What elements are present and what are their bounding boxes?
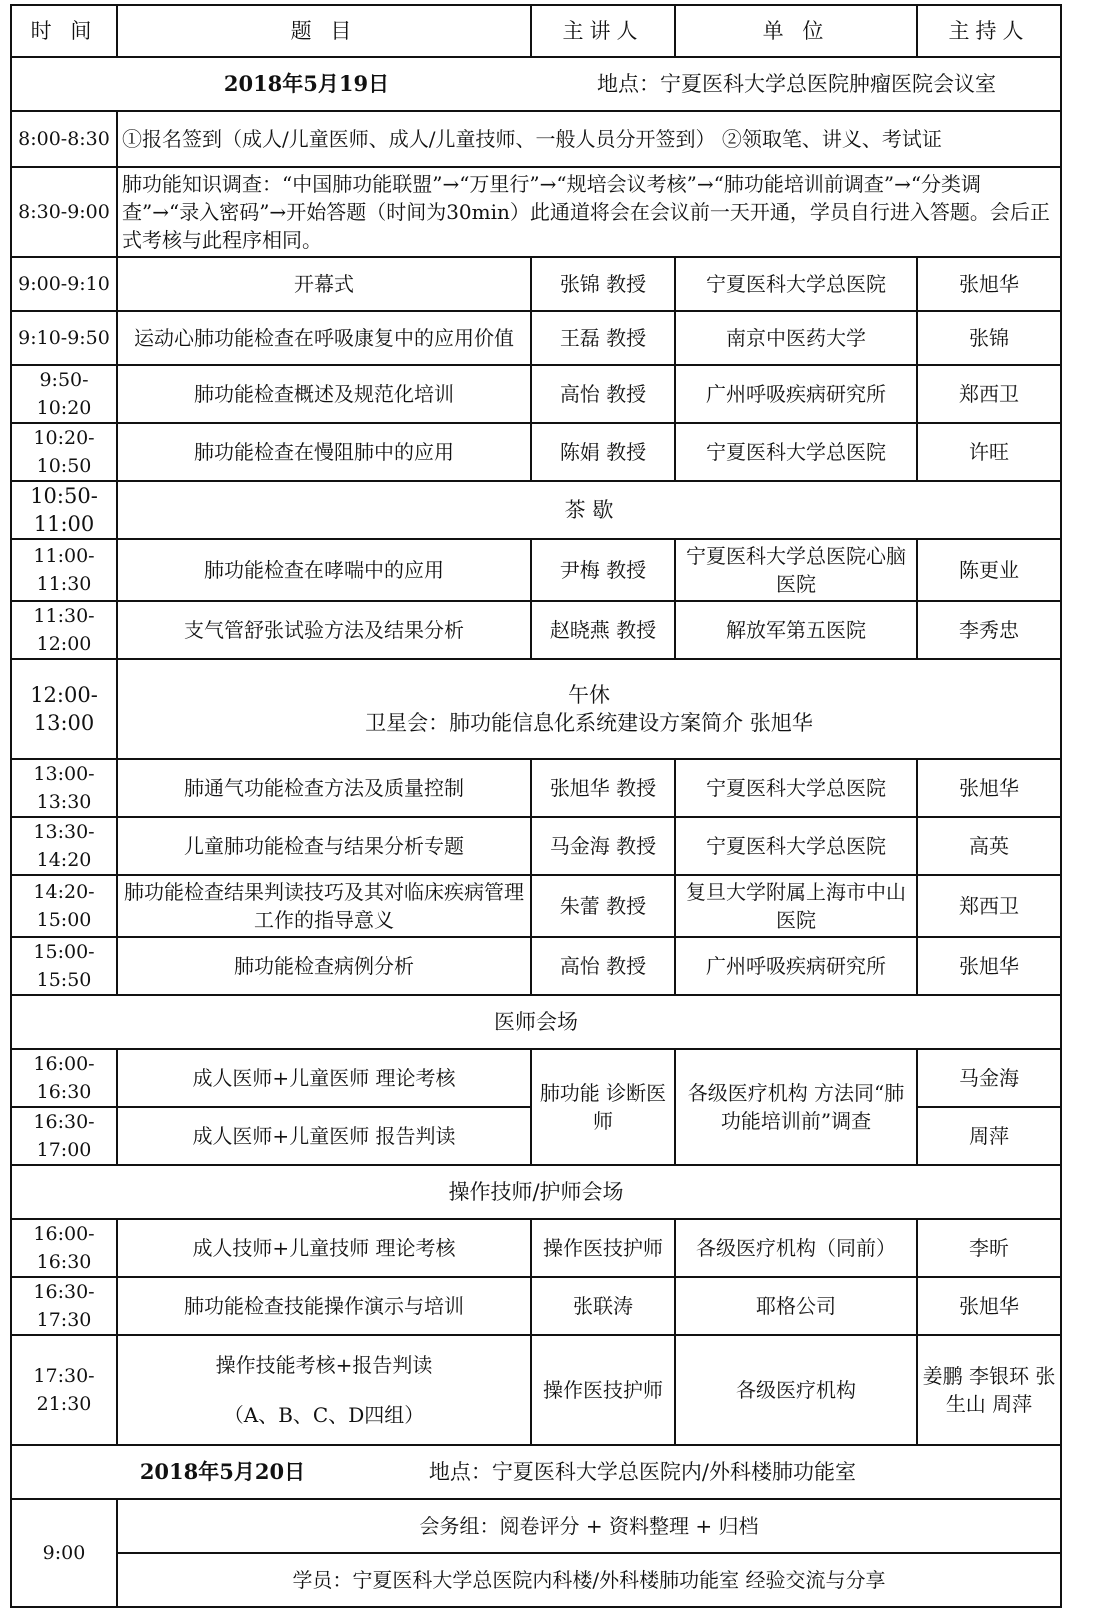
speaker-cell: 肺功能 诊断医师 [531,1049,675,1165]
topic-cell: 成人医师+儿童医师 报告判读 [117,1107,531,1165]
tech-venue-row [11,1165,1061,1219]
day1-location: 地点：宁夏医科大学总医院肿瘤医院会议室 [597,72,996,96]
doctor-venue-row [11,995,1061,1049]
speaker-cell: 操作医技护师 [531,1219,675,1277]
lunch-label: 午休 [568,683,610,707]
host-cell: 郑西卫 [917,365,1061,423]
host-cell: 高英 [917,817,1061,875]
table-row [11,759,1061,817]
header-row [11,5,1061,57]
satellite-meeting: 卫星会：肺功能信息化系统建设方案简介 张旭华 [365,711,813,735]
topic-groups: （A、B、C、D四组） [223,1403,425,1427]
host-cell: 张锦 [917,311,1061,365]
table-row [11,311,1061,365]
tech-venue-title: 操作技师/护师会场 [11,1165,1061,1219]
schedule-table [10,4,1062,1608]
table-row [11,257,1061,311]
table-row [11,1049,1061,1107]
unit-cell: 宁夏医科大学总医院心脑医院 [675,539,917,601]
topic-cell: 运动心肺功能检查在呼吸康复中的应用价值 [117,311,531,365]
header-time: 时 间 [11,5,117,57]
speaker-cell: 马金海 教授 [531,817,675,875]
topic-cell: 肺功能检查结果判读技巧及其对临床疾病管理工作的指导意义 [117,875,531,937]
speaker-cell: 高怡 教授 [531,937,675,995]
speaker-cell: 张锦 教授 [531,257,675,311]
topic-cell: 支气管舒张试验方法及结果分析 [117,601,531,659]
time-cell: 13:30-14:20 [11,817,117,875]
speaker-cell: 王磊 教授 [531,311,675,365]
host-cell: 郑西卫 [917,875,1061,937]
table-row [11,365,1061,423]
staff-activity: 会务组：阅卷评分 + 资料整理 + 归档 [117,1499,1061,1553]
host-cell: 李秀忠 [917,601,1061,659]
tea-break-label: 茶 歇 [117,481,1061,539]
topic-cell: 肺功能检查技能操作演示与培训 [117,1277,531,1335]
day2-date: 2018年5月20日 [139,1459,306,1484]
time-cell: 8:00-8:30 [11,111,117,167]
topic-cell: 肺功能检查在哮喘中的应用 [117,539,531,601]
time-cell: 10:20-10:50 [11,423,117,481]
unit-cell: 各级医疗机构 方法同“肺功能培训前”调查 [675,1049,917,1165]
unit-cell: 各级医疗机构（同前） [675,1219,917,1277]
host-cell: 周萍 [917,1107,1061,1165]
time-cell: 14:20-15:00 [11,875,117,937]
time-cell: 13:00-13:30 [11,759,117,817]
tea-break-row [11,481,1061,539]
time-cell: 9:00-9:10 [11,257,117,311]
student-activity: 学员：宁夏医科大学总医院内科楼/外科楼肺功能室 经验交流与分享 [117,1553,1061,1607]
speaker-cell: 张联涛 [531,1277,675,1335]
speaker-cell: 陈娟 教授 [531,423,675,481]
time-cell: 16:30-17:00 [11,1107,117,1165]
unit-cell: 宁夏医科大学总医院 [675,257,917,311]
table-row [11,937,1061,995]
time-cell: 11:00-11:30 [11,539,117,601]
day2-location: 地点：宁夏医科大学总医院内/外科楼肺功能室 [428,1460,856,1484]
host-cell: 李昕 [917,1219,1061,1277]
lunch-row [11,659,1061,759]
survey-text: 肺功能知识调查：“中国肺功能联盟”→“万里行”→“规培会议考核”→“肺功能培训前调查”→“分类调查”→“录入密码”→开始答题（时间为30min）此通道将会在会议前一天开通，学员自行进入答题。会后正式考核与此程序相同。 [117,167,1061,257]
host-cell: 张旭华 [917,1277,1061,1335]
host-cell: 张旭华 [917,937,1061,995]
signin-text: ①报名签到（成人/儿童医师、成人/儿童技师、一般人员分开签到） ②领取笔、讲义、考试证 [117,111,1061,167]
topic-cell: 成人技师+儿童技师 理论考核 [117,1219,531,1277]
topic-cell: 肺通气功能检查方法及质量控制 [117,759,531,817]
table-row [11,167,1061,257]
table-row [11,1499,1061,1553]
time-cell: 17:30-21:30 [11,1335,117,1445]
table-row [11,875,1061,937]
header-topic: 题 目 [117,5,531,57]
table-row [11,423,1061,481]
topic-cell: 肺功能检查病例分析 [117,937,531,995]
unit-cell: 耶格公司 [675,1277,917,1335]
topic-cell: 肺功能检查概述及规范化培训 [117,365,531,423]
time-cell: 16:00-16:30 [11,1049,117,1107]
time-cell: 9:10-9:50 [11,311,117,365]
unit-cell: 复旦大学附属上海市中山医院 [675,875,917,937]
header-unit: 单 位 [675,5,917,57]
host-cell: 姜鹏 李银环 张生山 周萍 [917,1335,1061,1445]
unit-cell: 南京中医药大学 [675,311,917,365]
host-cell: 张旭华 [917,257,1061,311]
time-cell: 12:00-13:00 [11,659,117,759]
time-cell: 16:30-17:30 [11,1277,117,1335]
speaker-cell: 朱蕾 教授 [531,875,675,937]
table-row [11,1219,1061,1277]
unit-cell: 宁夏医科大学总医院 [675,817,917,875]
unit-cell: 各级医疗机构 [675,1335,917,1445]
table-row [11,1335,1061,1445]
topic-cell: 开幕式 [117,257,531,311]
day1-date: 2018年5月19日 [223,71,390,96]
host-cell: 张旭华 [917,759,1061,817]
time-cell: 16:00-16:30 [11,1219,117,1277]
time-cell: 11:30-12:00 [11,601,117,659]
time-cell: 8:30-9:00 [11,167,117,257]
unit-cell: 宁夏医科大学总医院 [675,759,917,817]
day2-row [11,1445,1061,1499]
time-cell: 15:00-15:50 [11,937,117,995]
speaker-cell: 赵晓燕 教授 [531,601,675,659]
table-row [11,601,1061,659]
header-host: 主持人 [917,5,1061,57]
topic-cell: 操作技能考核+报告判读 [215,1353,433,1377]
unit-cell: 广州呼吸疾病研究所 [675,365,917,423]
topic-cell: 成人医师+儿童医师 理论考核 [117,1049,531,1107]
table-row [11,111,1061,167]
time-cell: 9:50-10:20 [11,365,117,423]
time-cell: 9:00 [11,1499,117,1607]
table-row [11,817,1061,875]
speaker-cell: 操作医技护师 [531,1335,675,1445]
host-cell: 许旺 [917,423,1061,481]
topic-cell: 肺功能检查在慢阻肺中的应用 [117,423,531,481]
topic-cell: 儿童肺功能检查与结果分析专题 [117,817,531,875]
speaker-cell: 张旭华 教授 [531,759,675,817]
day1-row [11,57,1061,111]
table-row [11,1277,1061,1335]
doctor-venue-title: 医师会场 [11,995,1061,1049]
host-cell: 陈更业 [917,539,1061,601]
table-row [11,539,1061,601]
time-cell: 10:50-11:00 [11,481,117,539]
unit-cell: 解放军第五医院 [675,601,917,659]
speaker-cell: 高怡 教授 [531,365,675,423]
speaker-cell: 尹梅 教授 [531,539,675,601]
unit-cell: 宁夏医科大学总医院 [675,423,917,481]
table-row [11,1553,1061,1607]
unit-cell: 广州呼吸疾病研究所 [675,937,917,995]
header-speaker: 主讲人 [531,5,675,57]
host-cell: 马金海 [917,1049,1061,1107]
